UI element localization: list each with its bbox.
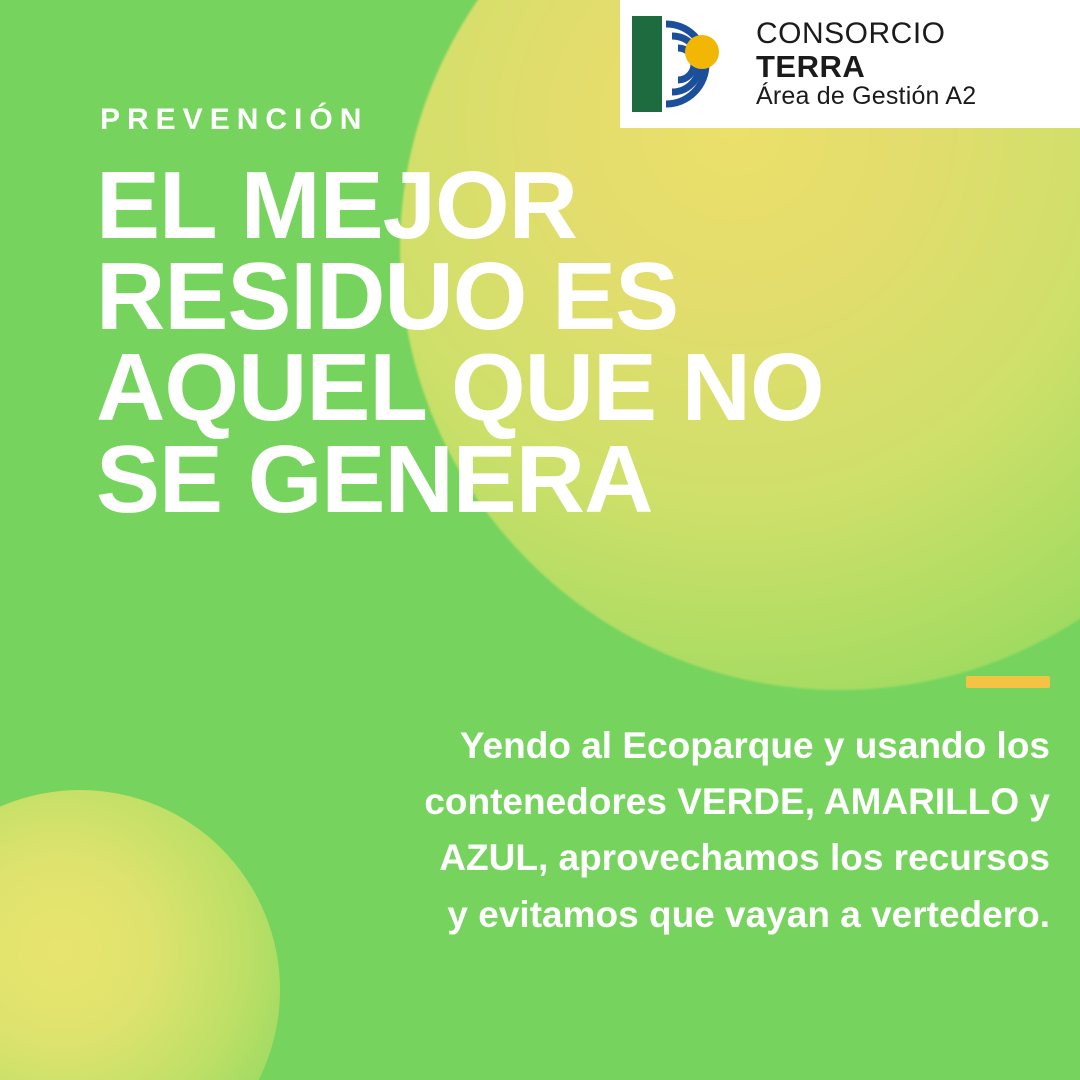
headline-line-2: RESIDUO ES	[96, 243, 679, 351]
logo-wordmark	[756, 18, 976, 111]
logo-line-consorcio: CONSORCIO	[756, 16, 946, 50]
body-copy: Yendo al Ecoparque y usando los contenedores VERDE, AMARILLO y AZUL, aprovechamos los recursos y evitamos que vayan a vertedero.	[424, 725, 1050, 935]
logo-consorcio-terra	[620, 0, 1080, 128]
headline-line-3: AQUEL QUE NO	[96, 334, 824, 442]
logo-line-area: Área de Gestión A2	[756, 82, 977, 111]
page-title	[96, 152, 946, 533]
headline-line-1: EL MEJOR	[96, 152, 577, 259]
logo-line-terra: TERRA	[756, 48, 866, 84]
kicker-label: PREVENCIÓN	[100, 103, 369, 136]
decorative-blob-small	[0, 790, 280, 1080]
headline-line-4: SE GENERA	[96, 425, 653, 533]
accent-divider	[966, 676, 1050, 688]
consorcio-terra-logo-icon	[630, 12, 742, 116]
